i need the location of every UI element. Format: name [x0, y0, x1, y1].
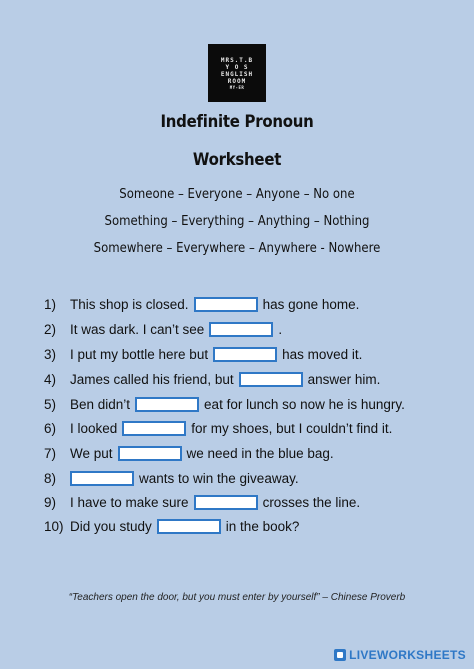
brand-name: LIVEWORKSHEETS: [349, 648, 466, 662]
logo-text-row: ENGLISH: [220, 70, 254, 78]
footer-brand[interactable]: [334, 647, 466, 663]
answer-blank[interactable]: [70, 471, 134, 486]
question-item: [44, 369, 380, 389]
question-text-before: It was dark. I can’t see: [70, 321, 205, 337]
question-number: 10): [44, 518, 64, 534]
question-text-after: in the book?: [225, 518, 300, 534]
question-text-after: wants to win the giveaway.: [139, 470, 299, 486]
page-title: Indefinite Pronoun: [160, 112, 314, 132]
pronoun-list-where: Somewhere – Everywhere – Anywhere - Nowhere: [93, 241, 381, 256]
answer-blank[interactable]: [157, 519, 221, 534]
question-number: 2): [44, 321, 57, 337]
question-item: [44, 319, 282, 339]
answer-blank[interactable]: [239, 372, 303, 387]
answer-blank[interactable]: [213, 347, 277, 362]
question-text-before: I looked: [70, 420, 118, 436]
question-text-before: I have to make sure: [70, 494, 189, 510]
question-item: [44, 516, 299, 536]
answer-blank[interactable]: [209, 322, 273, 337]
question-item: [44, 468, 299, 488]
question-item: [44, 418, 392, 438]
logo-text-row: MRS.T.B: [220, 56, 254, 64]
question-text-after: .: [278, 321, 283, 337]
logo-text-row: Y O S: [225, 63, 249, 71]
question-number: 1): [44, 296, 57, 312]
question-number: 6): [44, 420, 57, 436]
pronoun-list-one: Someone – Everyone – Anyone – No one: [119, 187, 355, 202]
question-text-after: has moved it.: [282, 346, 363, 362]
liveworksheets-logo-icon: [334, 649, 346, 661]
pronoun-list-thing: Something – Everything – Anything – Nothing: [104, 214, 370, 229]
question-text-before: This shop is closed.: [70, 296, 189, 312]
answer-blank[interactable]: [194, 495, 258, 510]
answer-blank[interactable]: [122, 421, 186, 436]
question-text-after: crosses the line.: [262, 494, 361, 510]
question-number: 9): [44, 494, 57, 510]
question-text-before: I put my bottle here but: [70, 346, 209, 362]
question-text-after: has gone home.: [262, 296, 360, 312]
question-text-after: eat for lunch so now he is hungry.: [204, 396, 405, 412]
answer-blank[interactable]: [135, 397, 199, 412]
question-item: [44, 344, 362, 364]
question-number: 7): [44, 445, 57, 461]
logo-text-row: MY-ER: [229, 84, 245, 90]
question-number: 5): [44, 396, 57, 412]
question-text-after: for my shoes, but I couldn’t find it.: [191, 420, 393, 436]
question-text-before: Ben didn’t: [70, 396, 131, 412]
proverb-quote: “Teachers open the door, but you must enter by yourself” – Chinese Proverb: [68, 592, 406, 603]
answer-blank[interactable]: [118, 446, 182, 461]
question-number: 3): [44, 346, 57, 362]
question-text-after: we need in the blue bag.: [186, 445, 334, 461]
question-item: [44, 443, 334, 463]
question-text-before: We put: [70, 445, 113, 461]
question-item: [44, 394, 405, 414]
logo-text-row: ROOM: [227, 77, 247, 85]
question-item: [44, 492, 360, 512]
question-text-after: answer him.: [307, 371, 381, 387]
question-text-before: Did you study: [70, 518, 152, 534]
logo: [208, 44, 266, 102]
page-subtitle: Worksheet: [192, 150, 282, 170]
question-item: [44, 294, 359, 314]
question-number: 4): [44, 371, 57, 387]
question-number: 8): [44, 470, 57, 486]
answer-blank[interactable]: [194, 297, 258, 312]
question-text-before: James called his friend, but: [70, 371, 234, 387]
